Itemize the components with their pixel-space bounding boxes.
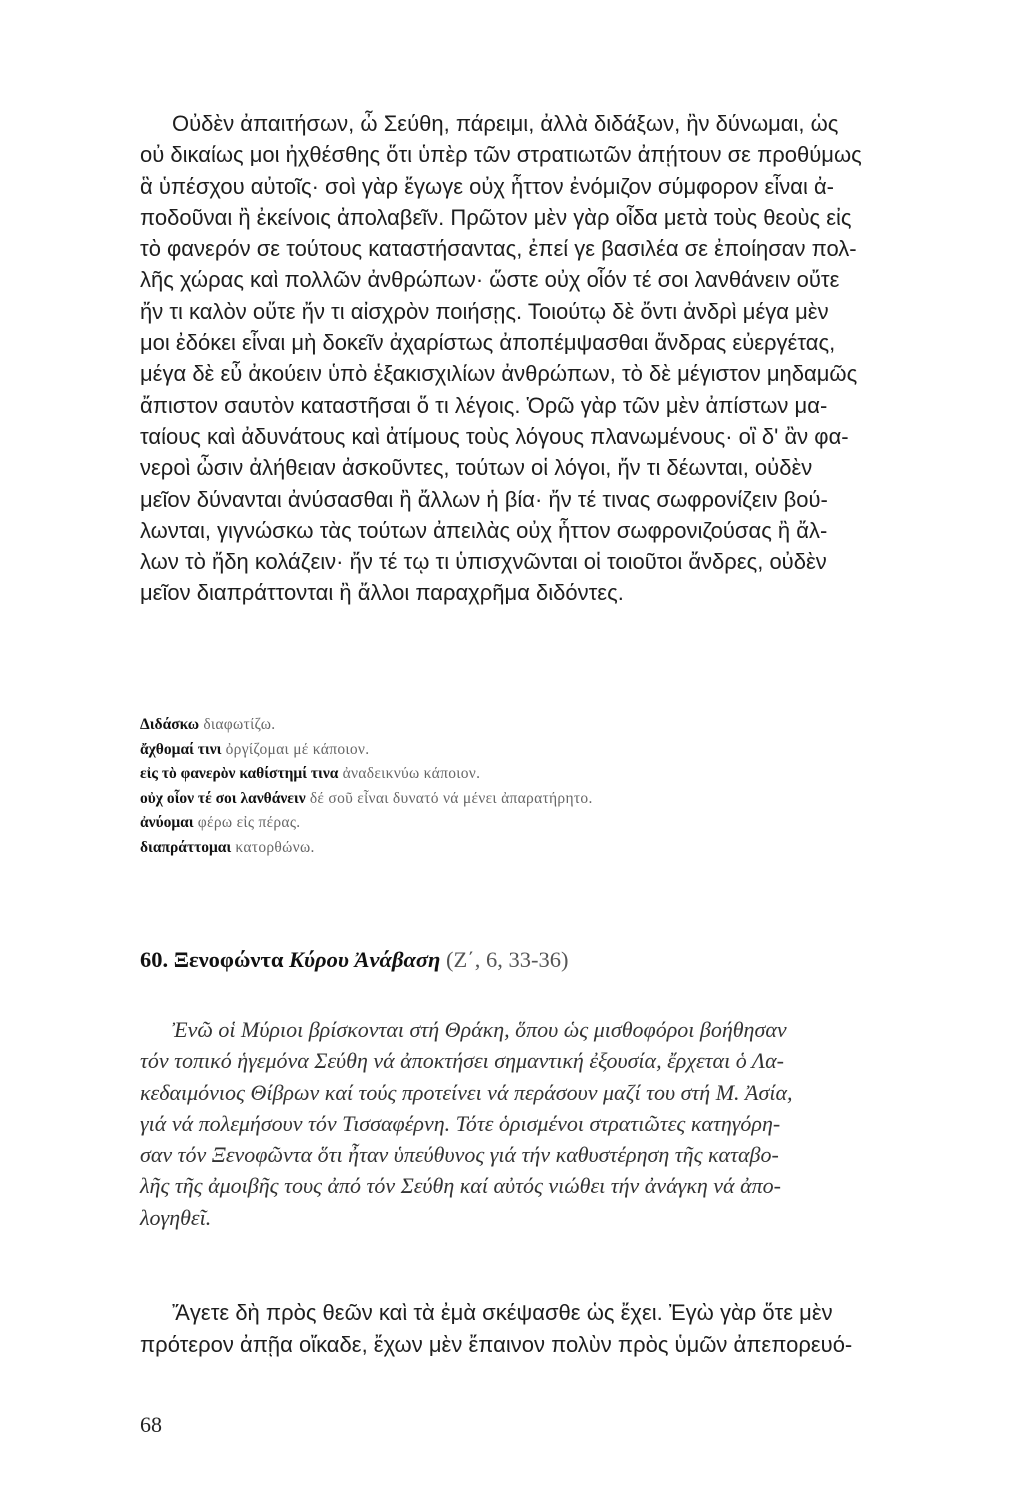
- section-author: Ξενοφώντα: [173, 947, 284, 972]
- glossary-entry: [140, 811, 960, 836]
- section-heading: [140, 947, 960, 973]
- glossary-term: ἄχθομαί τινι: [140, 740, 222, 758]
- main-passage-line: λωνται, γιγνώσκω τὰς τούτων ἀπειλὰς οὐχ ἧττον σωφρονιζούσας ἢ ἄλ-: [140, 517, 828, 543]
- main-passage-line: λων τὸ ἤδη κολάζειν· ἤν τέ τῳ τι ὑπισχνῶνται οἱ τοιοῦτοι ἄνδρες, οὐδὲν: [140, 549, 827, 575]
- main-passage-line: οὐ δικαίως μοι ἠχθέσθης ὅτι ὑπὲρ τῶν στρατιωτῶν ἀπῄτουν σε προθύμως: [140, 142, 862, 168]
- main-passage-line: Οὐδὲν ἀπαιτήσων, ὦ Σεύθη, πάρειμι, ἀλλὰ διδάξων, ἢν δύνωμαι, ὡς: [172, 111, 839, 136]
- glossary: [140, 713, 960, 860]
- intro-line: σαν τόν Ξενοφῶντα ὅτι ἦταν ὑπεύθυνος γιά τήν καθυστέρηση τῆς καταβο-: [140, 1142, 779, 1168]
- main-passage-line: νεροὶ ὦσιν ἀλήθειαν ἀσκοῦντες, τούτων οἱ λόγοι, ἤν τι δέωνται, οὐδὲν: [140, 455, 813, 481]
- intro-line: Ἐνῶ οἱ Μύριοι βρίσκονται στή Θράκη, ὅπου ὡς μισθοφόροι βοήθησαν: [172, 1017, 787, 1042]
- glossary-entry: [140, 713, 960, 738]
- main-passage-line: λῆς χώρας καὶ πολλῶν ἀνθρώπων· ὥστε οὐχ οἷόν τέ σοι λανθάνειν οὔτε: [140, 267, 840, 293]
- glossary-term: ἀνύομαι: [140, 814, 194, 831]
- main-passage-line: μεῖον δύνανται ἀνύσασθαι ἢ ἄλλων ἡ βία· ἤν τέ τινας σωφρονίζειν βού-: [140, 486, 828, 512]
- section-work-title: Κύρου Ἀνάβαση: [289, 947, 441, 972]
- glossary-entry: [140, 762, 960, 787]
- main-passage-line: ταίους καὶ ἀδυνάτους καὶ ἀτίμους τοὺς λόγους πλανωμένους· οἳ δ' ἂν φα-: [140, 423, 849, 449]
- glossary-term: διαπράττομαι: [140, 838, 232, 856]
- section-reference: (Ζ΄, 6, 33-36): [446, 947, 569, 972]
- main-passage-line: ἄπιστον σαυτὸν καταστῆσαι ὅ τι λέγοις. Ὁρῶ γὰρ τῶν μὲν ἀπίστων μα-: [140, 392, 828, 418]
- main-passage-line: τὸ φανερόν σε τούτους καταστήσαντας, ἐπεί γε βασιλέα σε ἐποίησαν πολ-: [140, 236, 857, 262]
- main-passage-line: μοι ἐδόκει εἶναι μὴ δοκεῖν ἀχαρίστως ἀποπέμψασθαι ἄνδρας εὐεργέτας,: [140, 330, 836, 356]
- intro-line: λογηθεῖ.: [140, 1204, 212, 1230]
- main-passage-line: μέγα δὲ εὖ ἀκούειν ὑπὸ ἑξακισχιλίων ἀνθρώπων, τὸ δὲ μέγιστον μηδαμῶς: [140, 361, 858, 387]
- main-passage-line: ἃ ὑπέσχου αὐτοῖς· σοὶ γὰρ ἔγωγε οὐχ ἧττον ἐνόμιζον σύμφορον εἶναι ἀ-: [140, 173, 834, 199]
- closing-passage-line: Ἄγετε δὴ πρὸς θεῶν καὶ τὰ ἐμὰ σκέψασθε ὡς ἔχει. Ἐγὼ γὰρ ὅτε μὲν: [172, 1300, 833, 1325]
- glossary-definition: φέρω εἰς πέρας.: [193, 814, 301, 831]
- glossary-definition: διαφωτίζω.: [199, 716, 276, 733]
- main-passage-line: μεῖον διαπράττονται ἢ ἄλλοι παραχρῆμα διδόντες.: [140, 580, 624, 606]
- main-passage-line: ἤν τι καλὸν οὔτε ἤν τι αἰσχρὸν ποιήσῃς. Τοιούτῳ δὲ ὄντι ἀνδρὶ μέγα μὲν: [140, 298, 829, 324]
- glossary-term: Διδάσκω: [140, 716, 200, 733]
- intro-line: λῆς τῆς ἀμοιβῆς τους ἀπό τόν Σεύθη καί αὐτός νιώθει τήν ἀνάγκη νά ἀπο-: [140, 1173, 781, 1199]
- glossary-definition: δέ σοῦ εἶναι δυνατό νά μένει ἀπαρατήρητο.: [305, 789, 593, 807]
- glossary-entry: [140, 787, 960, 812]
- intro-line: τόν τοπικό ἡγεμόνα Σεύθη νά ἀποκτήσει σημαντική ἐξουσία, ἔρχεται ὁ Λα-: [140, 1048, 784, 1074]
- glossary-definition: ὀργίζομαι μέ κάποιον.: [221, 740, 370, 758]
- glossary-entry: [140, 738, 960, 763]
- intro-paragraph: [140, 1014, 970, 1233]
- glossary-term: οὐχ οἷον τέ σοι λανθάνειν: [140, 789, 306, 807]
- intro-line: γιά νά πολεμήσουν τόν Τισσαφέρνη. Τότε ὁρισμένοι στρατιῶτες κατηγόρη-: [140, 1110, 781, 1136]
- glossary-definition: ἀναδεικνύω κάποιον.: [338, 765, 481, 782]
- glossary-term: εἰς τὸ φανερὸν καθίστημί τινα: [140, 765, 339, 782]
- glossary-definition: κατορθώνω.: [231, 838, 315, 856]
- main-passage-line: ποδοῦναι ἢ ἐκείνοις ἀπολαβεῖν. Πρῶτον μὲν γὰρ οἶδα μετὰ τοὺς θεοὺς εἰς: [140, 204, 852, 230]
- closing-passage: [140, 1297, 980, 1360]
- main-passage: [140, 108, 980, 609]
- intro-line: κεδαιμόνιος Θίβρων καί τούς προτείνει νά περάσουν μαζί του στή Μ. Ἀσία,: [140, 1079, 793, 1105]
- page-number: 68: [140, 1412, 162, 1437]
- closing-passage-line: πρότερον ἀπῇα οἴκαδε, ἔχων μὲν ἔπαινον πολὺν πρὸς ὑμῶν ἀπεπορευό-: [140, 1331, 853, 1357]
- glossary-entry: [140, 836, 960, 861]
- section-number: 60.: [140, 947, 169, 972]
